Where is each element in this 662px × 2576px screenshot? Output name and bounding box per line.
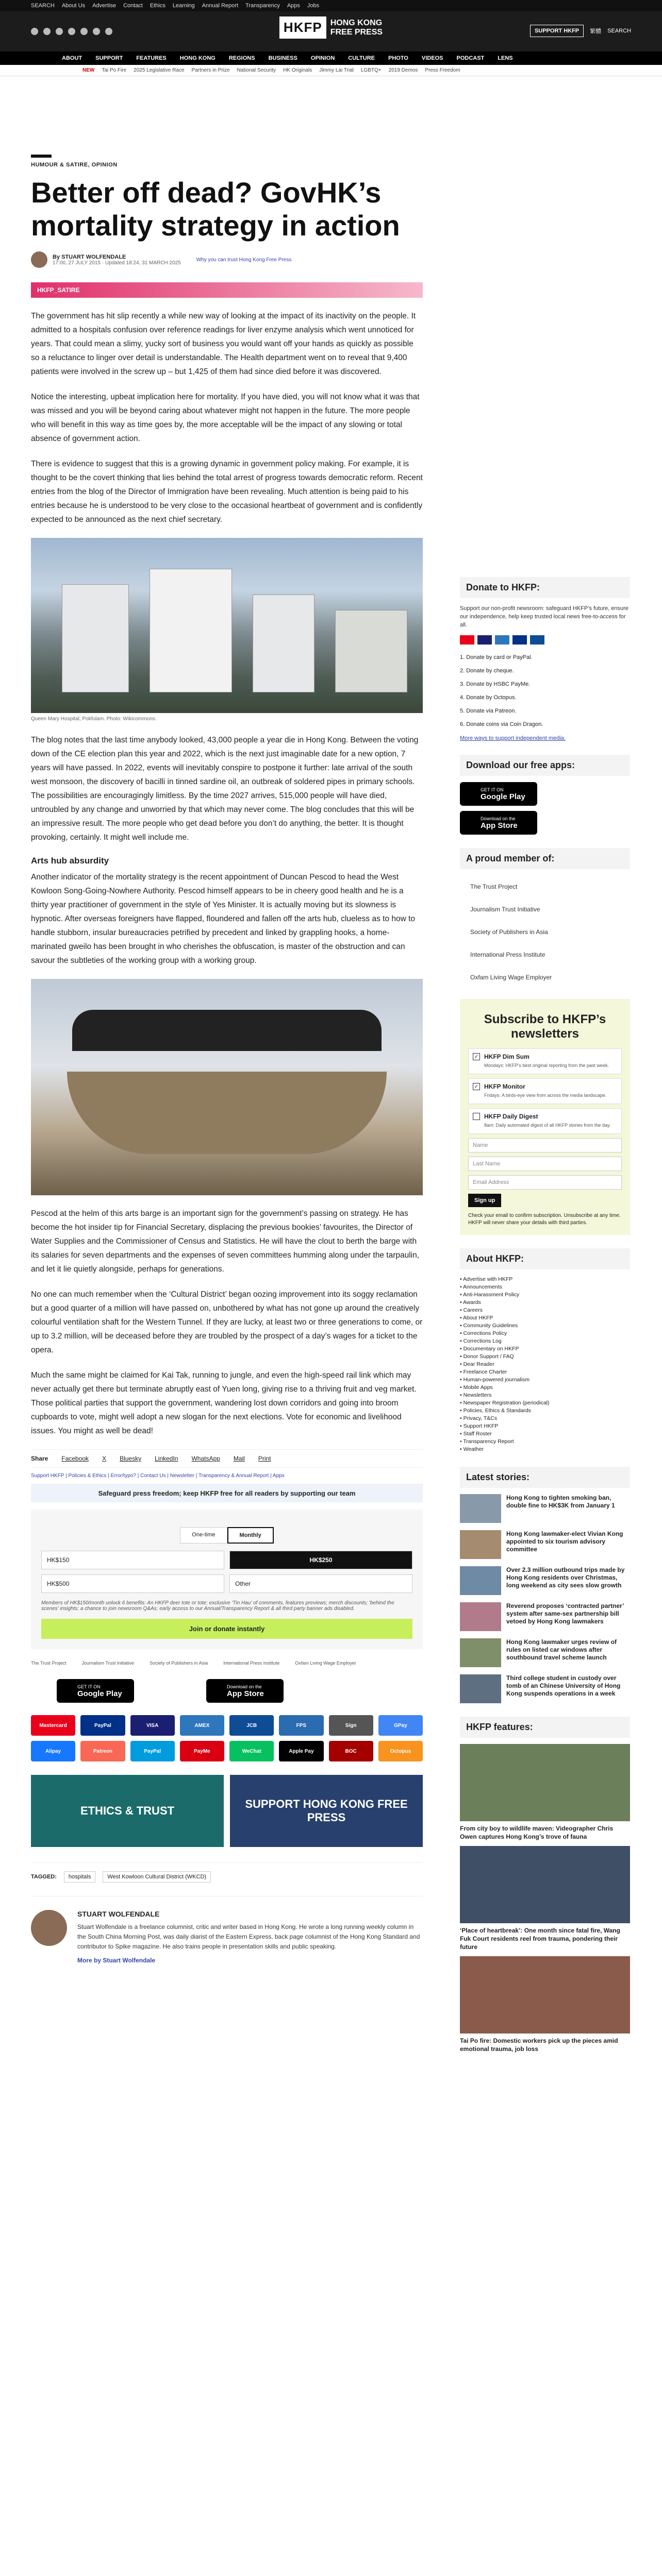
topbar-link[interactable]: Transparency <box>245 3 280 9</box>
facebook-icon[interactable] <box>31 28 38 35</box>
oxfam-logo[interactable]: Oxfam Living Wage Employer <box>295 1660 356 1666</box>
story-thumbnail <box>460 1638 501 1667</box>
nav-item[interactable]: LENS <box>498 55 513 61</box>
share-print[interactable]: Print <box>258 1455 271 1462</box>
donate-method[interactable]: 4. Donate by Octopus. <box>460 694 517 701</box>
features-heading: HKFP features: <box>460 1717 630 1738</box>
visa-logo: VISA <box>130 1715 175 1736</box>
section-heading: Arts hub absurdity <box>31 856 109 866</box>
last-name-field[interactable]: Last Name <box>468 1157 622 1171</box>
trend-link[interactable]: Partners in Prize <box>191 67 230 73</box>
card-icon <box>495 635 509 645</box>
latest-story[interactable]: Over 2.3 million outbound trips made by Hong Kong residents over Christmas, long weekend as city sees slow growth <box>460 1566 630 1595</box>
paypal-logo: PayPal <box>80 1715 125 1736</box>
about-link[interactable]: • Announcements <box>460 1283 630 1291</box>
article <box>31 155 423 1964</box>
sign-logo: Sign <box>329 1715 373 1736</box>
feature-story[interactable]: ‘Place of heartbreak’: One month since fatal fire, Wang Fuk Court residents reel from trauma, pondering their future <box>460 1846 630 1951</box>
nav-item[interactable]: REGIONS <box>228 55 255 61</box>
paragraph: No one can much remember when the ‘Cultural District’ began oozing improvement into its soggy reclamation but a good quarter of a million will have passed on, unbothered by what has not gone up around the creatively colourful ventilation shaft for the Western Tunnel. If they are lucky, at least two or three generations to come, or up to 3.2 million, will be deceased before they are troubled by the prospect of a day’s wages for a ticket to the opera. <box>31 1290 423 1354</box>
site-logo[interactable] <box>279 16 383 39</box>
apps-heading: Download our free apps: <box>460 755 630 776</box>
member-logo[interactable]: Society of Publishers in Asia <box>470 928 548 936</box>
newsletter-note: Check your email to confirm subscription. Unsubscribe at any time. HKFP will never share your details with third parties. <box>468 1213 621 1226</box>
card-icon <box>530 635 544 645</box>
article-dates: 17:00, 27 JULY 2015 · Updated 18:24, 31 MARCH 2025 <box>53 260 181 266</box>
author-name[interactable]: By STUART WOLFENDALE <box>53 253 126 260</box>
paragraph: There is evidence to suggest that this is a growing dynamic in government policy making. For example, it is thought to be the covert thinking that lies behind the total arrest of progress towards democratic reform. Recent entries from the blog of the Director of Immigration have been revealing. Much attention is being paid to his entries because he is understood to be very close to the occasional heartbeat of government and is confidently expected to be announced as the next chief secretary. <box>31 460 423 524</box>
about-link[interactable]: • Transparency Report <box>460 1438 630 1446</box>
header-actions <box>530 25 631 37</box>
member-heading: A proud member of: <box>460 848 630 869</box>
author-bio: Stuart Wolfendale is a freelance columnist, critic and writer based in Hong Kong. He wrote a long running weekly column in the South China Morning Post, was daily diarist of the Eastern Express, back page columnist of the Hong Kong Standard and contributor to Spike magazine. He also trains people in presentation skills and public speaking. <box>77 1923 420 1950</box>
latest-story[interactable]: Third college student in custody over tomb of an Chinese University of Hong Kong suspends operations in a week <box>460 1674 630 1703</box>
donate-header: Safeguard press freedom; keep HKFP free for all readers by supporting our team <box>31 1484 423 1502</box>
logo-text: HONG KONG FREE PRESS <box>330 18 383 37</box>
nav-item[interactable]: FEATURES <box>136 55 167 61</box>
donate-method[interactable]: 6. Donate coins via Coin Dragon. <box>460 721 543 727</box>
sopa-logo[interactable]: Society of Publishers in Asia <box>150 1660 208 1666</box>
support-button[interactable]: SUPPORT HKFP <box>530 25 584 37</box>
paypal-logo-2: PayPal <box>130 1741 175 1761</box>
feature-story[interactable]: Tai Po fire: Domestic workers pick up the pieces amid emotional trauma, job loss <box>460 1956 630 2053</box>
amount-option-selected[interactable]: HK$250 <box>229 1551 412 1569</box>
sidebar-google-play[interactable]: GET IT ON Google Play <box>460 782 537 806</box>
topbar-link[interactable]: Annual Report <box>202 3 238 9</box>
wechat-logo: WeChat <box>229 1741 274 1761</box>
donate-text[interactable]: Support our non-profit newsroom: safeguard HKFP’s future, ensure our independence, help keep trusted local news free-to-access for all. <box>460 605 628 628</box>
logo-mark: HKFP <box>279 16 326 39</box>
about-link[interactable]: • Privacy, T&Cs <box>460 1415 630 1422</box>
topbar-link[interactable]: Learning <box>172 3 195 9</box>
promo-banners <box>31 1775 423 1847</box>
octopus-logo: Octopus <box>378 1741 423 1761</box>
google-play-badge[interactable]: GET IT ON Google Play <box>57 1679 134 1703</box>
about-link[interactable]: • Newspaper Registration (periodical) <box>460 1399 630 1407</box>
sidebar <box>460 577 630 2053</box>
trend-link[interactable]: 2019 Demos <box>388 67 418 73</box>
feature-image <box>460 1956 630 2033</box>
about-link[interactable]: • Staff Roster <box>460 1430 630 1438</box>
support-banner[interactable]: SUPPORT HONG KONG FREE PRESS <box>230 1775 423 1847</box>
x-icon[interactable] <box>43 28 51 35</box>
paragraph: The government has hit slip recently a while new way of looking at the impact of its inactivity on the people. It admitted to a hospitals confusion over reference readings for liver enzyme analysis which went unnoticed for years. That could mean a slimy, yucky sort of business you would want off your hands as quickly as possible so a reluctance to linger over detail is understandable. The Health department went on to reveal that 9,400 patients were involved in the screw up – but 1,425 of them had since died before it was discovered. <box>31 312 416 376</box>
main-nav <box>0 52 662 65</box>
newsletter-box <box>460 999 630 1235</box>
about-link[interactable]: • About HKFP <box>460 1314 630 1322</box>
name-field[interactable]: Name <box>468 1138 622 1153</box>
story-thumbnail <box>460 1674 501 1703</box>
latest-story[interactable]: Hong Kong lawmaker urges review of rules on listed car windows after southbound travel scheme launch <box>460 1638 630 1667</box>
checkbox[interactable]: ✓ <box>473 1053 480 1060</box>
sidebar-app-store[interactable]: Download on the App Store <box>460 811 537 835</box>
threads-icon[interactable] <box>80 28 88 35</box>
paragraph: Notice the interesting, upbeat implication here for mortality. If you have died, you will not know what it was that was missed and you will be beyond caring about whatever might not happen in the future. The more people who will benefit in this way as time goes by, the more acceptable will be the impact of any slowing or total absence of government action. <box>31 393 420 443</box>
donate-box <box>31 1510 423 1649</box>
share-linkedin[interactable]: LinkedIn <box>155 1455 178 1462</box>
author-box-name[interactable]: STUART WOLFENDALE <box>77 1910 160 1918</box>
jcb-logo: JCB <box>229 1715 274 1736</box>
article-title: Better off dead? GovHK’s mortality strategy in action <box>31 176 400 242</box>
trust-link[interactable]: Why you can trust Hong Kong Free Press <box>196 257 292 263</box>
paragraph: The blog notes that the last time anybody looked, 43,000 people a year die in Hong Kong. Between the voting down of the CE election plan this year and 2022, which is the next just imaginable date for a new option, 7 years will have passed. In 2022, events will inevitably conspire to postpone it further: late arrival of the south west monsoon, the discovery of bacilli in tinned sardine oil, an outbreak of soldered pipes in primary schools. The possibilities are encouragingly limitless. By the time 2027 arrives, 515,000 people will have died, untroubled by any change and unworried by that which may never come. The blog concludes that this will be an impressive result. The more people who get dead before you don’t do anything, the better. It is thought provoking, certainly. It might well include me. <box>31 736 419 842</box>
article-category[interactable]: HUMOUR & SATIRE, OPINION <box>31 162 118 168</box>
about-link[interactable]: • Policies, Ethics & Standards <box>460 1407 630 1415</box>
trend-link[interactable]: Tai Po Fire <box>102 67 127 73</box>
frequency-toggle <box>41 1527 412 1544</box>
topbar-link[interactable]: About Us <box>61 3 86 9</box>
latest-story[interactable]: Reverend proposes ‘contracted partner’ system after same-sex partnership bill vetoed by Hong Kong lawmakers <box>460 1602 630 1631</box>
about-link[interactable]: • Freelance Charter <box>460 1368 630 1376</box>
telegram-icon[interactable] <box>105 28 112 35</box>
about-link[interactable]: • Corrections Log <box>460 1337 630 1345</box>
officials-photo <box>31 979 423 1195</box>
search-link[interactable]: SEARCH <box>31 3 55 9</box>
trend-link[interactable]: Press Freedom <box>425 67 460 73</box>
about-link[interactable]: • Awards <box>460 1299 630 1307</box>
amount-options <box>41 1551 412 1593</box>
amount-option[interactable]: Other <box>229 1574 412 1593</box>
language-toggle[interactable]: 繁體 <box>590 28 602 35</box>
latest-story[interactable]: Hong Kong to tighten smoking ban, double fine to HK$3K from January 1 <box>460 1494 630 1523</box>
checkbox[interactable] <box>473 1113 480 1120</box>
trending-bar <box>0 65 662 76</box>
donate-method[interactable]: 1. Donate by card or PayPal. <box>460 654 533 660</box>
nav-item[interactable]: PODCAST <box>456 55 485 61</box>
trend-link[interactable]: LGBTQ+ <box>360 67 382 73</box>
gpay-logo: GPay <box>378 1715 423 1736</box>
more-ways-link[interactable]: More ways to support independent media. <box>460 735 566 741</box>
about-link[interactable]: • Mobile Apps <box>460 1384 630 1392</box>
about-link[interactable]: • Support HKFP <box>460 1422 630 1430</box>
nav-item[interactable]: SUPPORT <box>95 55 123 61</box>
about-link[interactable]: • Corrections Policy <box>460 1330 630 1337</box>
share-label: Share <box>31 1455 48 1462</box>
feature-story[interactable]: From city boy to wildlife maven: Videographer Chris Owen captures Hong Kong’s trove of fauna <box>460 1744 630 1841</box>
donate-methods <box>460 651 630 731</box>
member-logos <box>31 1660 423 1666</box>
share-whatsapp[interactable]: WhatsApp <box>191 1455 220 1462</box>
member-logo[interactable]: Oxfam Living Wage Employer <box>470 974 552 981</box>
card-icon <box>477 635 492 645</box>
amount-option[interactable]: HK$150 <box>41 1551 224 1569</box>
topbar-link[interactable]: Contact <box>123 3 143 9</box>
monthly-option[interactable]: Monthly <box>227 1527 274 1544</box>
amex-logo: AMEX <box>180 1715 224 1736</box>
social-icons <box>31 28 112 35</box>
story-thumbnail <box>460 1602 501 1631</box>
about-link[interactable]: • Documentary on HKFP <box>460 1345 630 1353</box>
donate-method[interactable]: 5. Donate via Patreon. <box>460 708 517 714</box>
topbar-link[interactable]: Ethics <box>150 3 166 9</box>
app-store-badge[interactable]: Download on the App Store <box>206 1679 284 1703</box>
nav-item[interactable]: BUSINESS <box>268 55 297 61</box>
header-search[interactable]: SEARCH <box>607 28 631 34</box>
about-heading: About HKFP: <box>460 1248 630 1269</box>
member-logo[interactable]: Journalism Trust Initiative <box>470 906 540 913</box>
photo-caption: Queen Mary Hospital, Pokfulam. Photo: Wikicommons. <box>31 716 157 722</box>
card-icon <box>512 635 527 645</box>
satire-banner: HKFP_SATIRE <box>31 282 423 298</box>
ethics-banner[interactable]: ETHICS & TRUST <box>31 1775 224 1847</box>
about-link[interactable]: • Careers <box>460 1307 630 1314</box>
newsletter-option[interactable]: ✓ HKFP Monitor Fridays: A birds-eye view from across the media landscape. <box>468 1078 622 1104</box>
about-link[interactable]: • Donor Support / FAQ <box>460 1353 630 1361</box>
sidebar-member-list <box>460 875 630 989</box>
about-link[interactable]: • Advertise with HKFP <box>460 1276 630 1283</box>
nav-item[interactable]: ABOUT <box>62 55 82 61</box>
nav-item[interactable]: HONG KONG <box>179 55 216 61</box>
card-icon <box>460 635 474 645</box>
top-utility-bar <box>0 0 662 11</box>
site-header <box>0 11 662 52</box>
donate-heading: Donate to HKFP: <box>460 577 630 598</box>
alipay-logo: Alipay <box>31 1741 75 1761</box>
nav-item[interactable]: OPINION <box>310 55 335 61</box>
jti-logo[interactable]: Journalism Trust Initiative <box>81 1660 135 1666</box>
topbar-link[interactable]: Apps <box>287 3 300 9</box>
about-links <box>460 1276 630 1453</box>
payment-logos <box>31 1715 423 1761</box>
topbar-link[interactable]: Jobs <box>307 3 320 9</box>
share-bar <box>31 1449 423 1468</box>
story-thumbnail <box>460 1494 501 1523</box>
trust-project-logo[interactable]: The Trust Project <box>31 1660 67 1666</box>
tag-chip[interactable]: hospitals <box>64 1871 95 1883</box>
nav-item[interactable]: PHOTO <box>388 55 408 61</box>
tagged-label: TAGGED: <box>31 1874 57 1880</box>
patreon-logo: Patreon <box>80 1741 125 1761</box>
newsletter-option[interactable]: HKFP Daily Digest 8am: Daily automated digest of all HKFP stories from the day. <box>468 1108 622 1134</box>
hospital-photo <box>31 538 423 713</box>
donate-button[interactable]: Join or donate instantly <box>41 1619 412 1639</box>
sign-up-button[interactable]: Sign up <box>468 1194 501 1207</box>
nav-item[interactable]: VIDEOS <box>421 55 443 61</box>
share-x[interactable]: X <box>102 1455 107 1462</box>
latest-heading: Latest stories: <box>460 1467 630 1488</box>
member-logo[interactable]: International Press Institute <box>470 951 545 958</box>
share-bluesky[interactable]: Bluesky <box>120 1455 142 1462</box>
checkbox[interactable]: ✓ <box>473 1083 480 1090</box>
sidebar-payment-icons <box>460 635 630 645</box>
author-photo <box>31 1910 67 1946</box>
paragraph: Another indicator of the mortality strategy is the recent appointment of Duncan Pescod to head the West Kowloon Song-Going-Nowhere Authority. Pescod himself appears to be in cheery good health and he is a thirty year practitioner of government in the style of Yes Minister. It is actually moving but its slowness is hypnotic. After overseas foreigners have flapped, floundered and fallen off the arts hub, clueless as to how to handle stubborn, insular bureaucracies petrified by precedent and linked by grappling hooks, a home-marinated gweilo has been brought in who cherishes the obfuscation, is master of the obstruction and can savour the subtleties of the working group with a working group. <box>31 873 416 965</box>
membership-note: Members of HK$150/month unlock 6 benefits: An HKFP deer tote or tote; exclusive 'Tin Hau' of comments, features previews; merch discounts; 'behind the scenes' insights; a chance to join newsroom Q&As; early access to our Annual/Transparency Report & all third party banner ads disabled. <box>41 1600 394 1612</box>
author-box <box>31 1896 423 1964</box>
share-facebook[interactable]: Facebook <box>61 1455 89 1462</box>
linkedin-icon[interactable] <box>93 28 100 35</box>
about-link[interactable]: • Dear Reader <box>460 1361 630 1368</box>
about-link[interactable]: • Anti-Harassment Policy <box>460 1291 630 1299</box>
story-thumbnail <box>460 1566 501 1595</box>
tags <box>31 1862 423 1883</box>
trend-link[interactable]: Jimmy Lai Trial <box>319 67 354 73</box>
one-time-option[interactable]: One-time <box>180 1527 227 1544</box>
topbar-link[interactable]: Advertise <box>92 3 116 9</box>
donate-method[interactable]: 2. Donate by cheque. <box>460 668 514 674</box>
trend-link[interactable]: HK Originals <box>283 67 312 73</box>
trend-link[interactable]: National Security <box>237 67 276 73</box>
author-avatar <box>31 251 47 268</box>
nav-item[interactable]: CULTURE <box>348 55 375 61</box>
ipi-logo[interactable]: International Press Institute <box>223 1660 280 1666</box>
applepay-logo: Apple Pay <box>279 1741 323 1761</box>
latest-story[interactable]: Hong Kong lawmaker-elect Vivian Kong appointed to six tourism advisory committee <box>460 1530 630 1559</box>
donate-method[interactable]: 3. Donate by HSBC PayMe. <box>460 681 531 687</box>
newsletter-title: Subscribe to HKFP’s newsletters <box>484 1012 606 1041</box>
about-link[interactable]: • Newsletters <box>460 1392 630 1399</box>
newsletter-option[interactable]: ✓ HKFP Dim Sum Mondays: HKFP’s best original reporting from the past week. <box>468 1048 622 1074</box>
kicker-bar <box>31 155 52 158</box>
about-link[interactable]: • Weather <box>460 1446 630 1453</box>
email-field[interactable]: Email Address <box>468 1175 622 1190</box>
paragraph: Pescod at the helm of this arts barge is an important sign for the government’s passing on strategy. He has become the hot insider tip for Financial Secretary, displacing the previous bookies’ favourites, the Director of Water Supplies and the Commissioner of Census and Statistics. He will have the clout to berth the barge with its salaries for seven departments and the expenses of seven committees humming along under the tarpaulin, and let it lie quietly alongside, perhaps for generations. <box>31 1209 420 1274</box>
paragraph: Much the same might be claimed for Kai Tak, running to jungle, and even the high-speed rail link which may never actually get there but terminate abruptly east of Yuen long, giving rise to a thriving fruit and veg market. Those political parties that support the government, wandering lost down corridors and going into broom cupboards to vote, might well adopt a new slogan for the next elections. Vote for economic and livelihood issues. You might as well be dead! <box>31 1371 417 1435</box>
share-mail[interactable]: Mail <box>233 1455 245 1462</box>
new-badge: NEW <box>82 67 95 73</box>
story-thumbnail <box>460 1530 501 1559</box>
boc-logo: BOC <box>329 1741 373 1761</box>
amount-option[interactable]: HK$500 <box>41 1574 224 1593</box>
member-logo[interactable]: The Trust Project <box>470 883 518 890</box>
article-footer-links[interactable]: Support HKFP | Policies & Ethics | Error/typo? | Contact Us | Newsletter | Transparency & Annual Report | Apps <box>31 1473 423 1484</box>
tag-chip[interactable]: West Kowloon Cultural District (WKCD) <box>103 1871 211 1883</box>
more-by-author-link[interactable]: More by Stuart Wolfendale <box>77 1957 156 1964</box>
feature-image <box>460 1846 630 1923</box>
fps-logo: FPS <box>279 1715 323 1736</box>
feature-image <box>460 1744 630 1821</box>
byline <box>31 251 423 268</box>
about-link[interactable]: • Human-powered journalism <box>460 1376 630 1384</box>
about-link[interactable]: • Community Guidelines <box>460 1322 630 1330</box>
youtube-icon[interactable] <box>68 28 75 35</box>
payme-logo: PayMe <box>180 1741 224 1761</box>
app-store-badges <box>57 1679 423 1703</box>
instagram-icon[interactable] <box>56 28 63 35</box>
trend-link[interactable]: 2025 Legislative Race <box>134 67 185 73</box>
mastercard-logo: Mastercard <box>31 1715 75 1736</box>
